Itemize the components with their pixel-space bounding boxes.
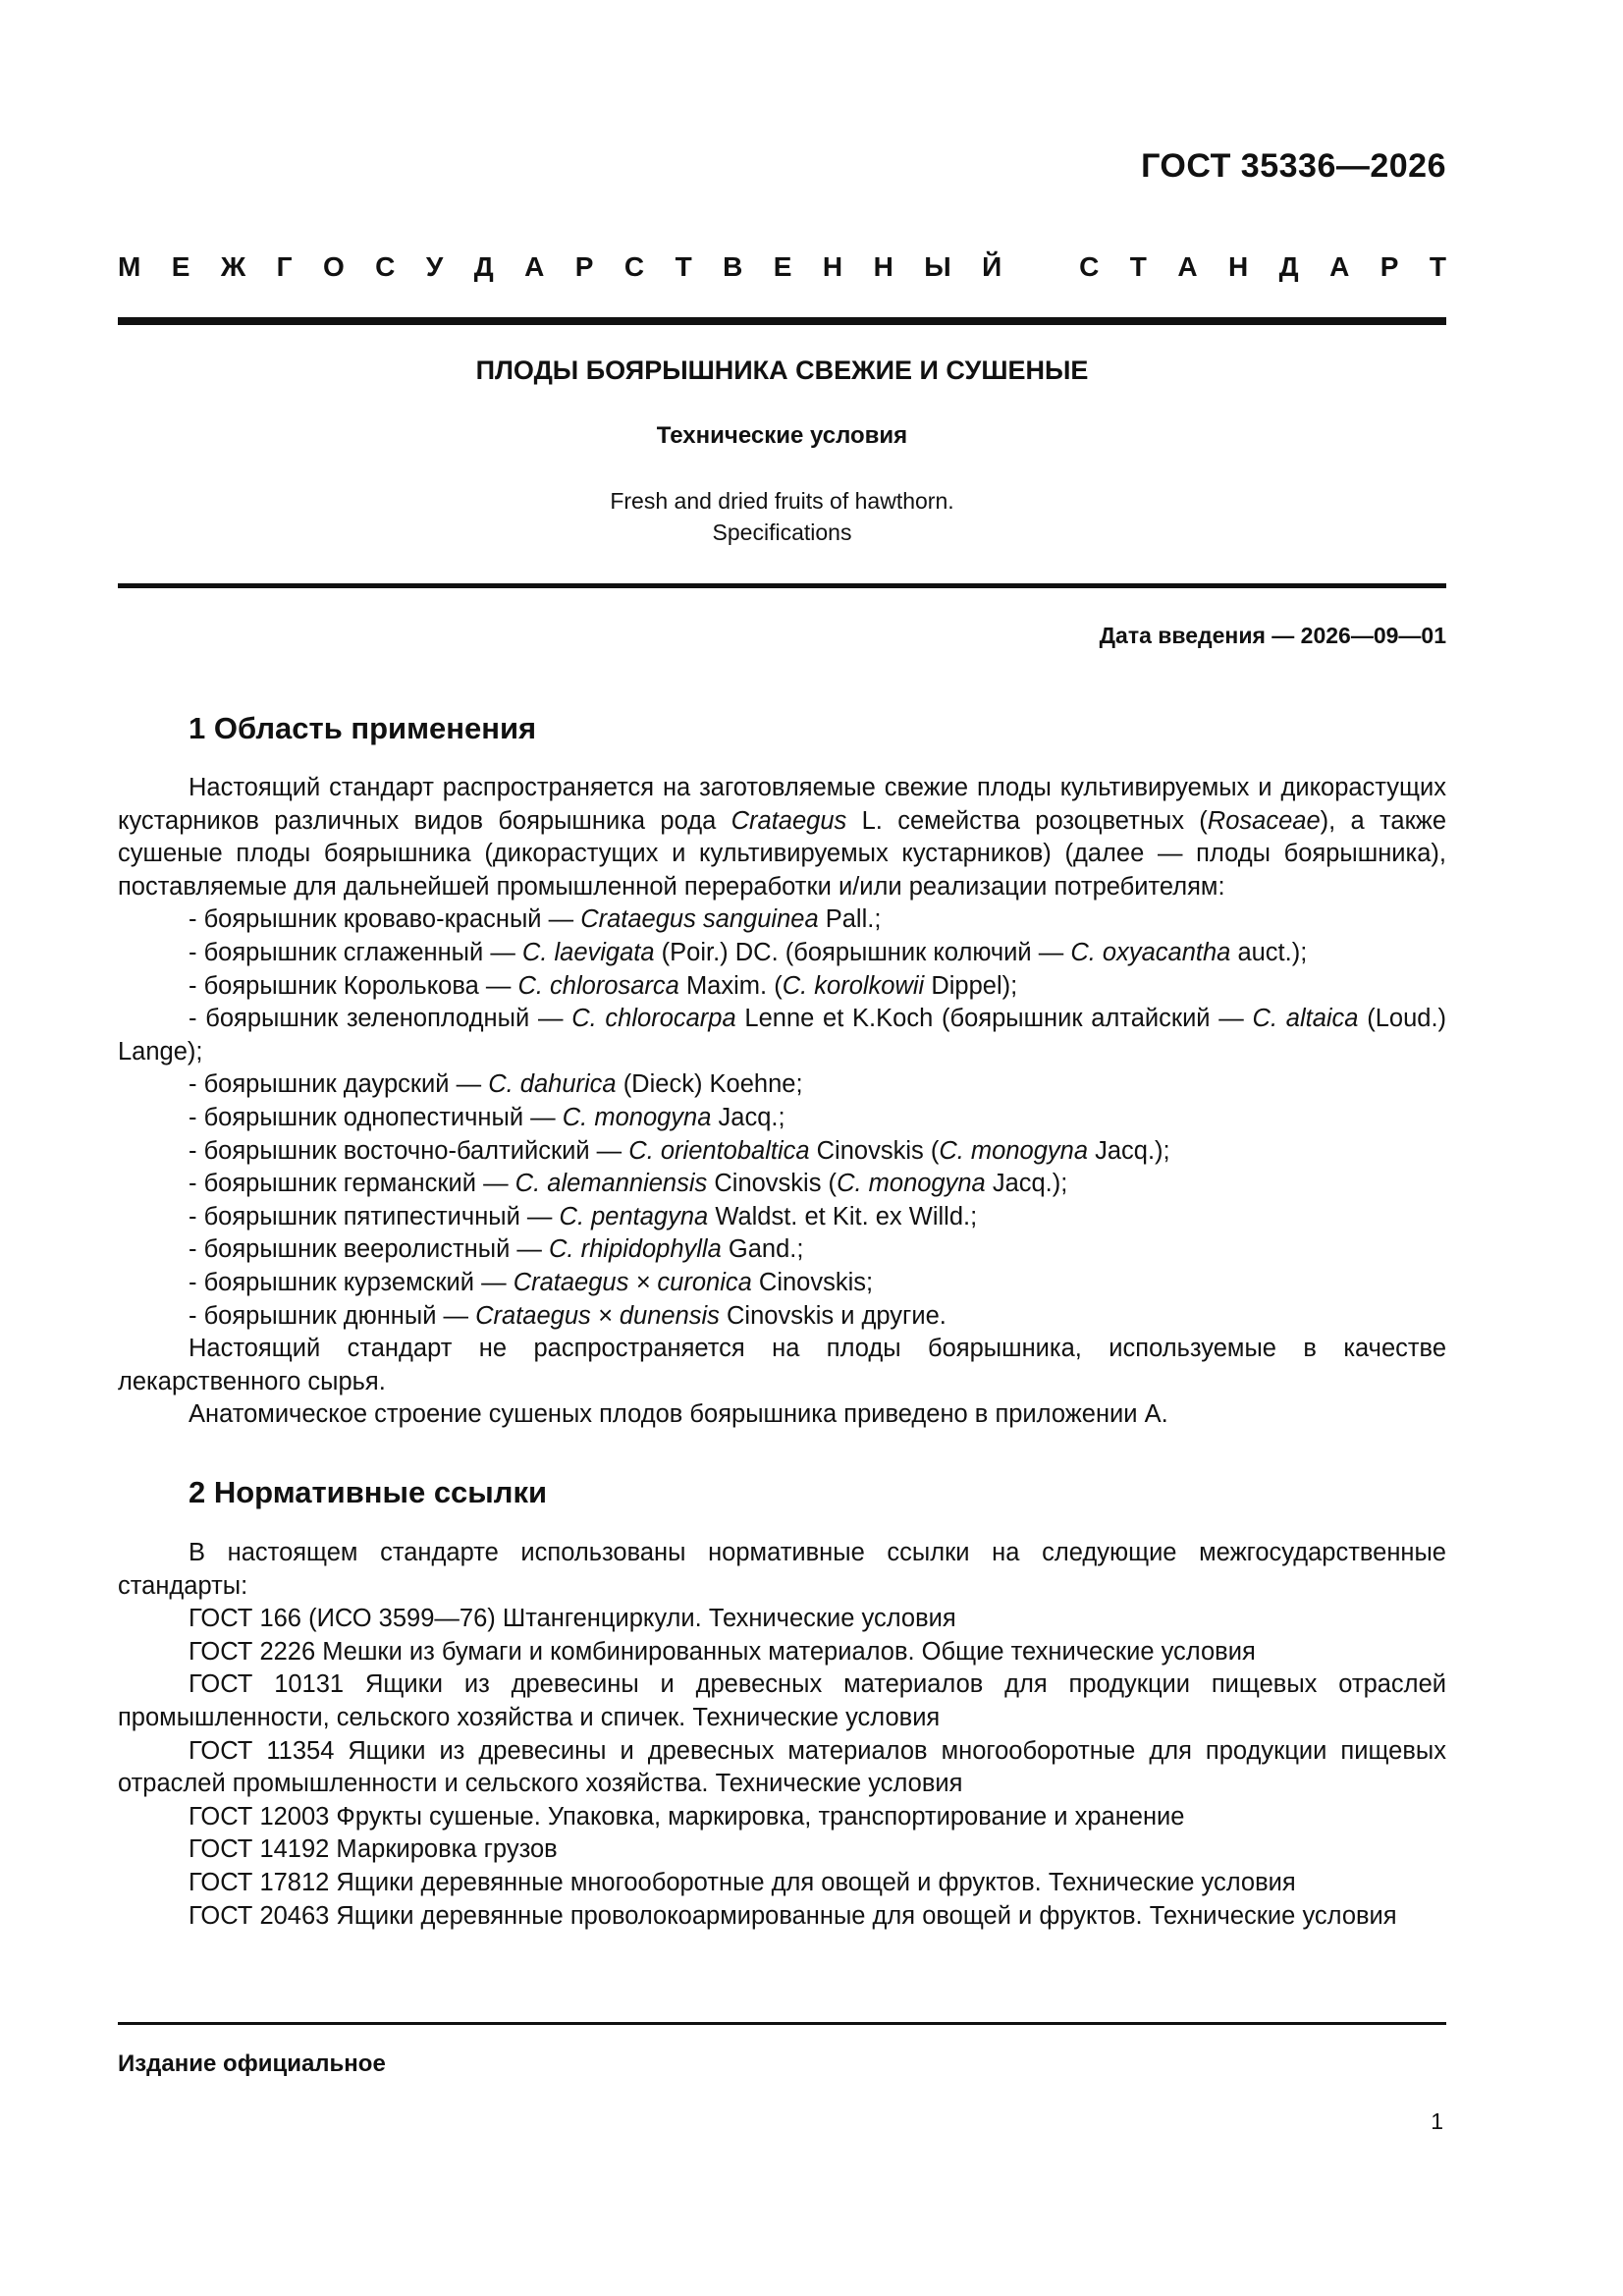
- latin-name: C. monogyna: [562, 1103, 712, 1131]
- footer-rule: [118, 2022, 1446, 2025]
- species-list-item: [118, 937, 1446, 970]
- header-rule: [118, 317, 1446, 325]
- species-list-item: [118, 1201, 1446, 1234]
- species-list-item: [118, 1300, 1446, 1334]
- interstate-standard-banner: [118, 251, 1446, 283]
- section-1-note-1: Настоящий стандарт не распространяется на плоды боярышника, используемые в качестве лекарственного сырья.: [118, 1335, 1446, 1395]
- banner-letter: С: [623, 251, 645, 282]
- latin-name: C. dahurica: [488, 1070, 617, 1099]
- latin-name: C. monogyna: [939, 1136, 1088, 1165]
- text-run: Dippel);: [924, 971, 1018, 1000]
- latin-name: Rosaceae: [1207, 806, 1321, 835]
- section-1-note-2: Анатомическое строение сушеных плодов боярышника приведено в приложении А.: [189, 1400, 1168, 1429]
- latin-name: C. oxyacantha: [1070, 938, 1231, 966]
- document-subtitle: Технические условия: [656, 422, 908, 449]
- english-title-line2: Specifications: [712, 519, 852, 545]
- species-list-item: [118, 1135, 1446, 1169]
- species-list: [118, 903, 1446, 1333]
- banner-letter: Р: [574, 251, 594, 282]
- species-list-item: [118, 903, 1446, 937]
- text-run: - боярышник дюнный —: [189, 1301, 476, 1330]
- text-run: Настоящий стандарт распространяется на заготовляемые свежие плоды культивируемых и дикорастущих кустарников различных видов боярышника рода: [118, 774, 1446, 835]
- text-run: auct.);: [1230, 938, 1308, 966]
- latin-name: Crataegus × dunensis: [475, 1301, 720, 1330]
- latin-name: Crataegus sanguinea: [580, 905, 819, 934]
- text-run: (Loud.) Lange);: [118, 1005, 1447, 1066]
- text-run: Cinovskis (: [809, 1136, 940, 1165]
- banner-letter: Е: [171, 251, 190, 282]
- reference-item: ГОСТ 2226 Мешки из бумаги и комбинированных материалов. Общие технические условия: [189, 1637, 1256, 1666]
- latin-name: C. korolkowii: [782, 971, 925, 1000]
- text-run: - боярышник даурский —: [189, 1070, 489, 1099]
- latin-name: C. monogyna: [837, 1170, 986, 1198]
- text-run: Jacq.);: [1088, 1136, 1170, 1165]
- section-1-heading: 1 Область применения: [189, 711, 537, 745]
- banner-letter: Н: [873, 251, 893, 282]
- banner-letter: Т: [675, 251, 692, 282]
- banner-letter: А: [1329, 251, 1350, 282]
- banner-word-gap: [1033, 251, 1049, 283]
- banner-letter: Ы: [924, 251, 951, 282]
- reference-item: ГОСТ 166 (ИСО 3599—76) Штангенциркули. Технические условия: [189, 1605, 956, 1633]
- text-run: - боярышник восточно-балтийский —: [189, 1136, 629, 1165]
- banner-letter: С: [375, 251, 396, 282]
- latin-name: C. rhipidophylla: [549, 1235, 722, 1264]
- latin-name: Crataegus × curonica: [513, 1268, 752, 1296]
- section-2-heading: 2 Нормативные ссылки: [189, 1475, 548, 1509]
- text-run: Jacq.);: [985, 1170, 1068, 1198]
- latin-name: C. laevigata: [521, 938, 655, 966]
- latin-name: C. chlorosarca: [517, 971, 679, 1000]
- text-run: Pall.;: [818, 905, 882, 934]
- text-run: - боярышник Королькова —: [189, 971, 518, 1000]
- banner-letter: Й: [982, 251, 1002, 282]
- english-title: [118, 485, 1446, 548]
- text-run: (Poir.) DC. (боярышник колючий —: [654, 938, 1071, 966]
- text-run: - боярышник вееролистный —: [189, 1235, 550, 1264]
- text-run: Cinovskis (: [707, 1170, 838, 1198]
- section-1-body: [118, 772, 1446, 1432]
- banner-letter: Р: [1380, 251, 1399, 282]
- banner-letter: Ж: [220, 251, 246, 282]
- latin-name: C. alemanniensis: [514, 1170, 708, 1198]
- latin-name: C. chlorocarpa: [571, 1005, 736, 1033]
- species-list-item: [118, 970, 1446, 1004]
- species-list-item: [118, 1068, 1446, 1102]
- section-2-body: [118, 1537, 1446, 1933]
- reference-item: ГОСТ 10131 Ящики из древесины и древесных материалов для продукции пищевых отраслей промышленности, сельского хозяйства и спичек. Технические условия: [118, 1670, 1446, 1731]
- section-1-intro: [118, 772, 1446, 903]
- page-number: 1: [1431, 2108, 1443, 2134]
- text-run: - боярышник однопестичный —: [189, 1103, 563, 1131]
- text-run: Cinovskis и другие.: [719, 1301, 947, 1330]
- banner-letter: С: [1079, 251, 1100, 282]
- latin-name: C. pentagyna: [559, 1202, 709, 1230]
- banner-letter: Д: [1278, 251, 1299, 282]
- title-rule: [118, 583, 1446, 588]
- species-list-item: [118, 1168, 1446, 1201]
- banner-letter: Е: [773, 251, 792, 282]
- document-title: ПЛОДЫ БОЯРЫШНИКА СВЕЖИЕ И СУШЕНЫЕ: [475, 355, 1089, 385]
- text-run: Cinovskis;: [751, 1268, 874, 1296]
- official-edition-label: Издание официальное: [118, 2050, 386, 2077]
- latin-name: C. orientobaltica: [628, 1136, 810, 1165]
- reference-item: ГОСТ 14192 Маркировка грузов: [189, 1835, 558, 1864]
- latin-name: Crataegus: [730, 806, 847, 835]
- reference-item: ГОСТ 17812 Ящики деревянные многооборотные для овощей и фруктов. Технические условия: [189, 1868, 1296, 1896]
- text-run: Gand.;: [721, 1235, 804, 1264]
- banner-letter: Т: [1129, 251, 1147, 282]
- species-list-item: [118, 1233, 1446, 1267]
- reference-item: ГОСТ 20463 Ящики деревянные проволокоармированные для овощей и фруктов. Технические условия: [189, 1901, 1397, 1930]
- species-list-item: [118, 1102, 1446, 1135]
- text-run: ), а также сушеные плоды боярышника (дикорастущих и культивируемых кустарников) (далее — плоды боярышника), поставляемые для дальнейшей промышленной переработки и/или реализации потребителям:: [118, 806, 1446, 901]
- text-run: (Dieck) Koehne;: [616, 1070, 803, 1099]
- banner-letter: Д: [473, 251, 494, 282]
- text-run: - боярышник кроваво-красный —: [189, 905, 581, 934]
- banner-letter: У: [425, 251, 444, 282]
- latin-name: C. altaica: [1252, 1005, 1359, 1033]
- text-run: - боярышник сглаженный —: [189, 938, 522, 966]
- banner-letter: Г: [276, 251, 293, 282]
- banner-letter: А: [1177, 251, 1198, 282]
- reference-list: [118, 1603, 1446, 1933]
- text-run: - боярышник пятипестичный —: [189, 1202, 560, 1230]
- banner-letter: А: [524, 251, 545, 282]
- standard-code: ГОСТ 35336—2026: [1141, 147, 1446, 185]
- reference-item: ГОСТ 11354 Ящики из древесины и древесных материалов многооборотные для продукции пищевых отраслей промышленности и сельского хозяйства. Технические условия: [118, 1736, 1446, 1798]
- banner-letter: В: [723, 251, 743, 282]
- banner-letter: Н: [1228, 251, 1249, 282]
- text-run: Maxim. (: [678, 971, 783, 1000]
- section-2-intro: В настоящем стандарте использованы нормативные ссылки на следующие межгосударственные стандарты:: [118, 1539, 1446, 1600]
- banner-letter: Т: [1429, 251, 1446, 282]
- english-title-line1: Fresh and dried fruits of hawthorn.: [610, 488, 954, 514]
- species-list-item: [118, 1003, 1446, 1068]
- text-run: - боярышник зеленоплодный —: [189, 1005, 572, 1033]
- reference-item: ГОСТ 12003 Фрукты сушеные. Упаковка, маркировка, транспортирование и хранение: [189, 1802, 1185, 1831]
- text-run: Lenne et K.Koch (боярышник алтайский —: [735, 1005, 1253, 1033]
- text-run: Jacq.;: [711, 1103, 785, 1131]
- banner-letter: Н: [822, 251, 843, 282]
- text-run: Waldst. et Kit. ex Willd.;: [708, 1202, 978, 1230]
- introduction-date: Дата введения — 2026—09—01: [1099, 623, 1446, 648]
- species-list-item: [118, 1267, 1446, 1300]
- text-run: L. семейства розоцветных (: [846, 806, 1208, 835]
- banner-letter: О: [322, 251, 345, 282]
- banner-letter: М: [118, 251, 141, 282]
- text-run: - боярышник курземский —: [189, 1268, 514, 1296]
- text-run: - боярышник германский —: [189, 1170, 515, 1198]
